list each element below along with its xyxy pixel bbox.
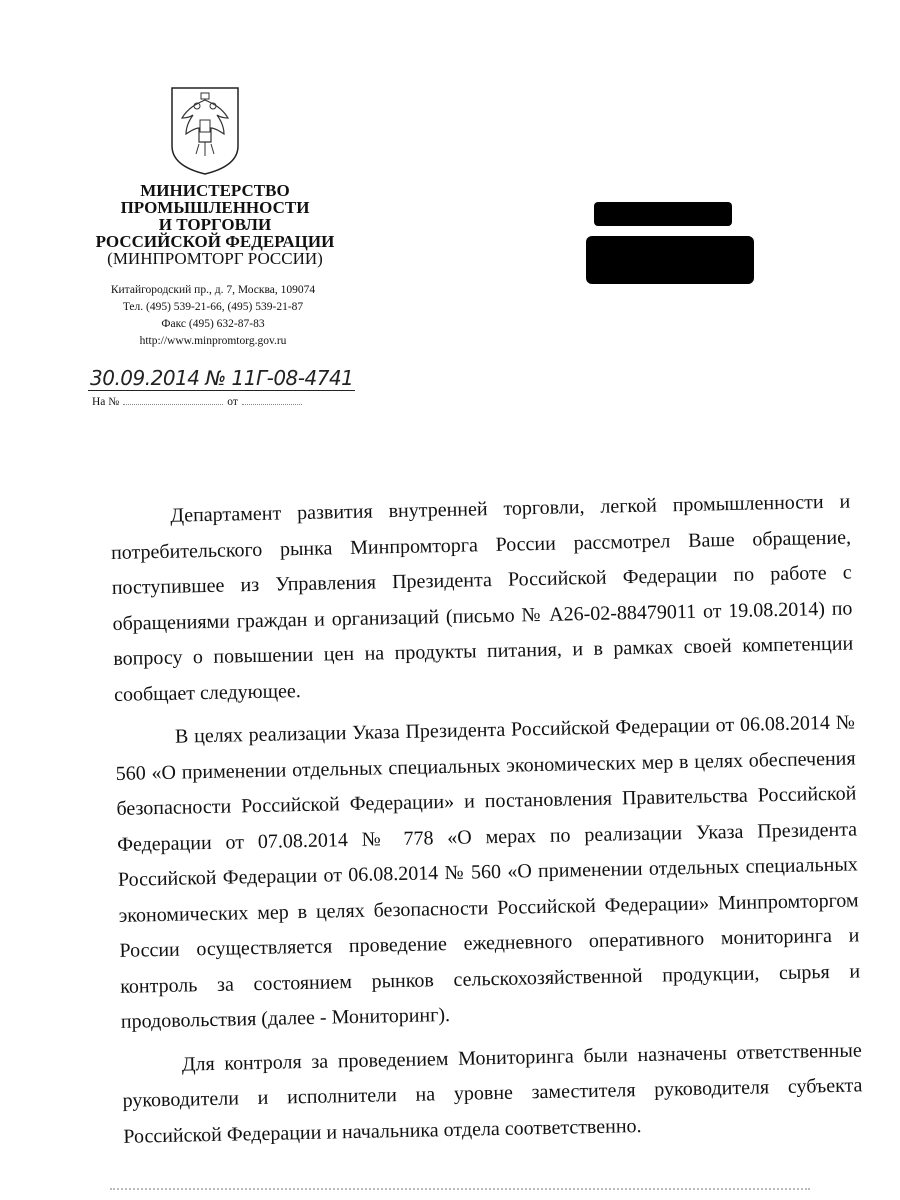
redacted-recipient-name: [594, 202, 732, 226]
ministry-abbreviation: (МИНПРОМТОРГ РОССИИ): [107, 249, 323, 268]
ministry-line: ПРОМЫШЛЕННОСТИ: [120, 198, 310, 217]
ministry-line: И ТОРГОВЛИ: [158, 215, 272, 234]
website: http://www.minpromtorg.gov.ru: [139, 335, 287, 347]
letter-body: [110, 485, 864, 1163]
phone: Тел. (495) 539-21-66, (495) 539-21-87: [122, 301, 304, 313]
scan-artifact-line: [110, 1188, 810, 1193]
ministry-contacts: [78, 282, 348, 350]
reference-from: от: [227, 396, 238, 408]
ministry-line: МИНИСТЕРСТВО: [140, 181, 290, 200]
registration-number: 30.09.2014 № 11Г-08-4741: [90, 366, 354, 390]
coat-of-arms-emblem: [166, 82, 244, 178]
ministry-line: РОССИЙСКОЙ ФЕДЕРАЦИИ: [95, 232, 335, 251]
fax: Факс (495) 632-87-83: [161, 318, 265, 330]
redacted-recipient-address: [586, 236, 754, 284]
address: Китайгородский пр., д. 7, Москва, 109074: [110, 284, 316, 296]
reference-prefix: На №: [92, 396, 120, 408]
reference-blank: [123, 404, 223, 405]
ministry-name: [80, 182, 350, 267]
body-paragraph: Для контроля за проведением Мониторинга были назначены ответственные руководители и исполнители на уровне заместителя руководителя субъекта Российской Федерации и начальника отдела соответственно.: [122, 1038, 863, 1148]
reference-line: [92, 396, 302, 408]
reference-date-blank: [242, 404, 302, 405]
body-paragraph: Департамент развития внутренней торговли, легкой промышленности и потребительского рынка Минпромторга России рассмотрел Ваше обращение, поступившее из Управления Президента Российской Федерации по работе с обращениями граждан и организаций (письмо № А26-02-88479011 от 19.08.2014) по вопросу о повышении цен на продукты питания, и в рамках своей компетенции сообщает следующее.: [110, 490, 854, 706]
body-paragraph: В целях реализации Указа Президента Российской Федерации от 06.08.2014 № 560 «О применении отдельных специальных экономических мер в целях обеспечения безопасности Российской Федерации» и постановления Правительства Российской Федерации от 07.08.2014 № 778 «О мерах по реализации Указа Президента Российской Федерации от 06.08.2014 № 560 «О применении отдельных специальных экономических мер в целях безопасности Российской Федерации» Минпромторгом России осуществляется проведение ежедневного оперативного мониторинга и контроль за состоянием рынков сельскохозяйственной продукции, сырья и продовольствия (далее - Мониторинг).: [115, 711, 861, 1033]
